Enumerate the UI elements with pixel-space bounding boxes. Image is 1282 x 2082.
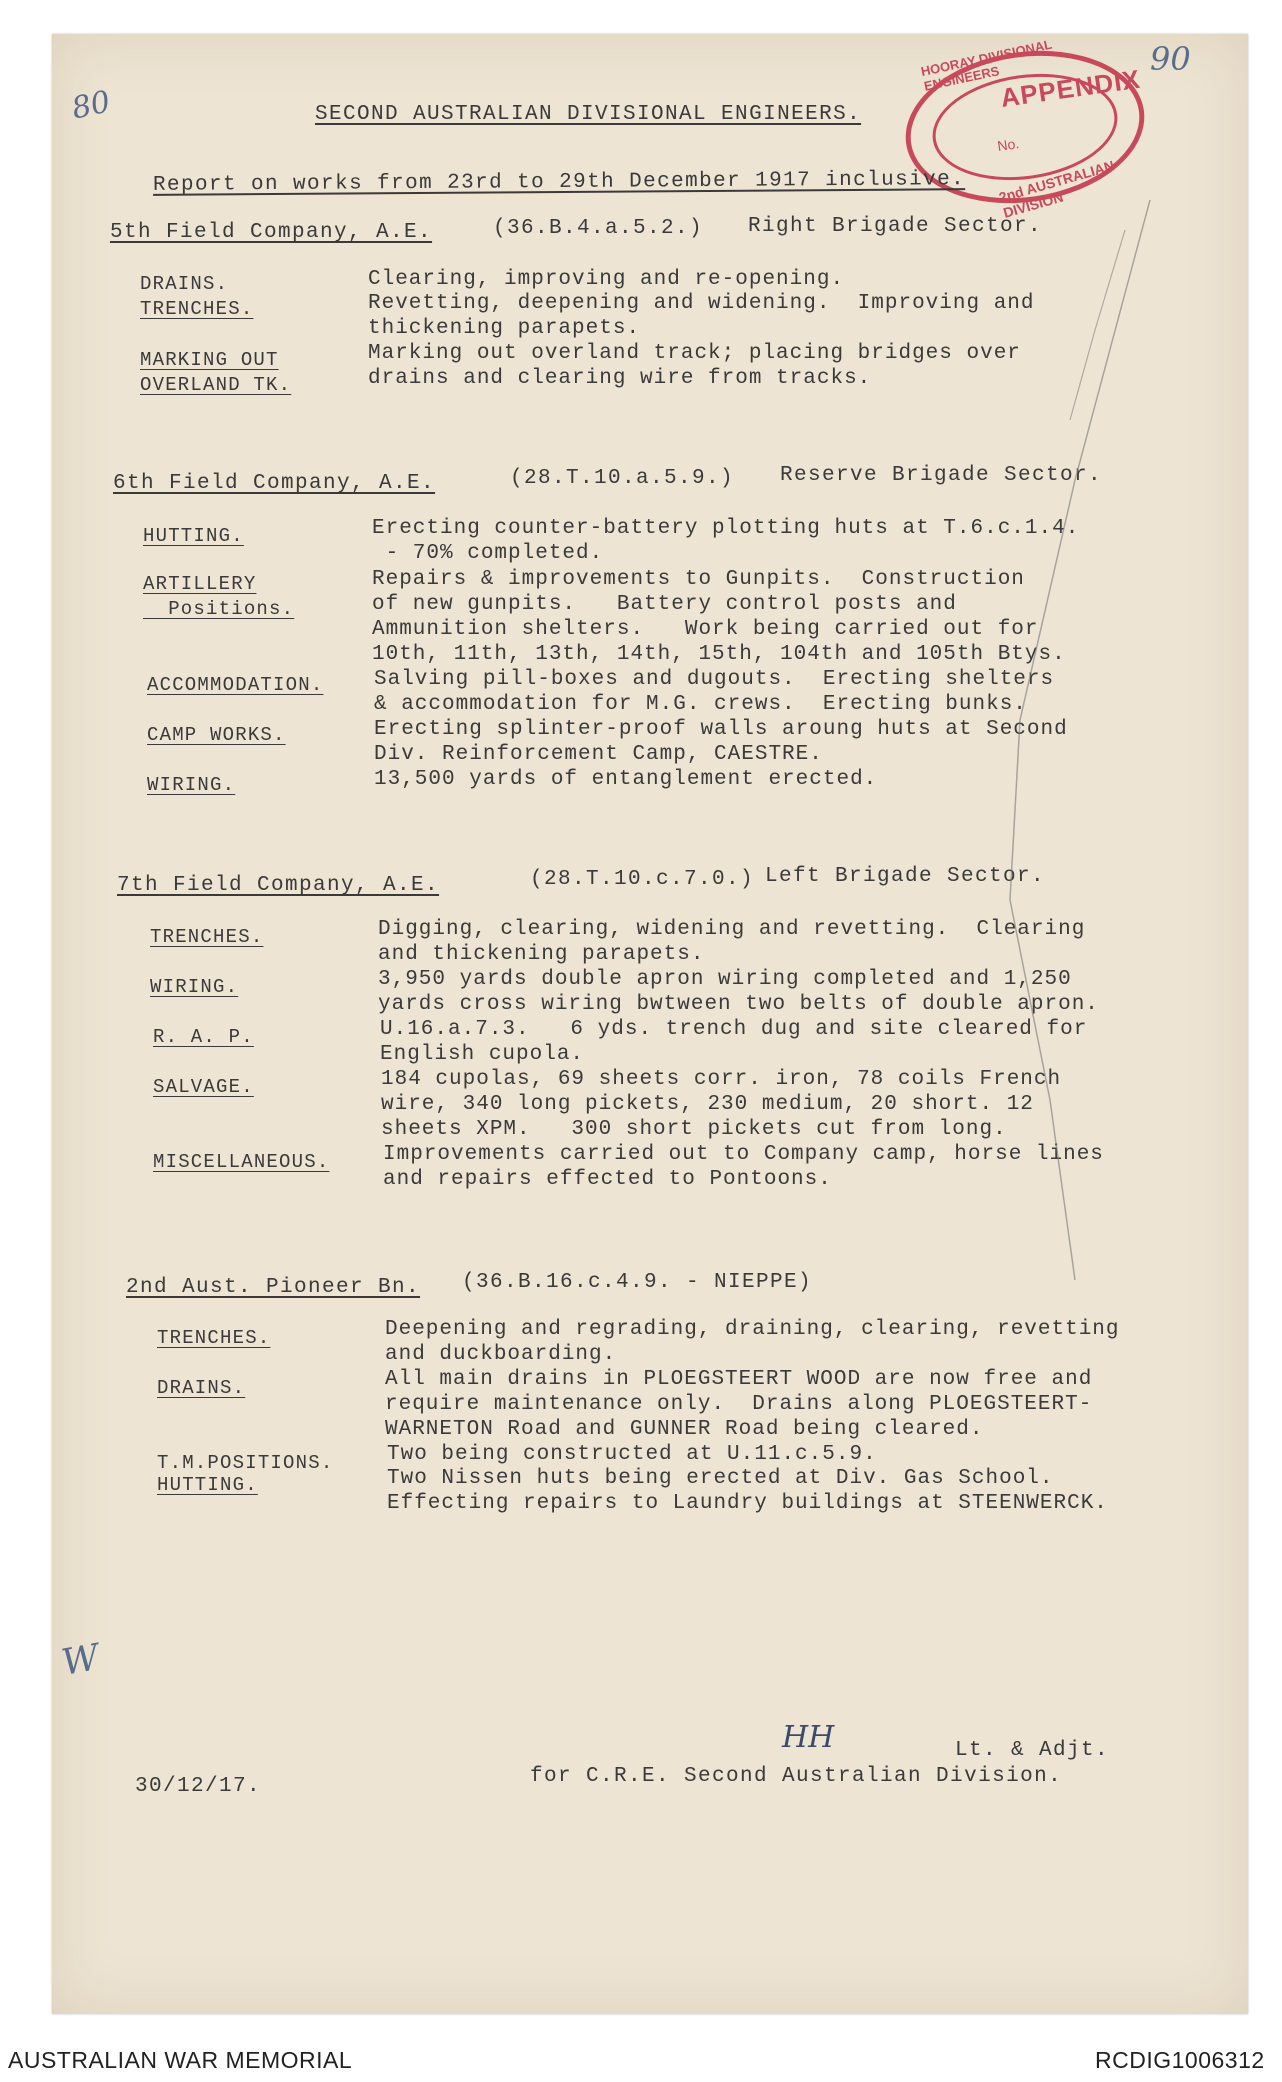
document-date: 30/12/17.	[135, 1775, 262, 1798]
row-label: HUTTING.	[143, 525, 244, 547]
stamp-number-label: No.	[996, 135, 1021, 154]
stamp-title: APPENDIX	[998, 63, 1143, 113]
archive-footer-right: RCDIG1006312	[1095, 2047, 1265, 2073]
row-text: 184 cupolas, 69 sheets corr. iron, 78 coils French wire, 340 long pickets, 230 medium, 20 short. 12 sheets XPM. 300 short pickets cut from long.	[381, 1068, 1062, 1141]
row-label: WIRING.	[150, 976, 239, 998]
row-label: MARKING OUT OVERLAND TK.	[140, 349, 292, 396]
section-heading-pioneer-battalion: 2nd Aust. Pioneer Bn.	[126, 1276, 421, 1299]
row-label: DRAINS.	[157, 1377, 246, 1399]
row-label: DRAINS.	[140, 273, 229, 295]
stamp-top-text: HOORAY DIVISIONAL ENGINEERS	[919, 36, 1054, 94]
archive-footer-left: AUSTRALIAN WAR MEMORIAL	[8, 2047, 353, 2073]
row-label: ARTILLERY Positions.	[143, 573, 295, 620]
section-sector-5th-field-company: Right Brigade Sector.	[748, 215, 1043, 238]
row-label: R. A. P.	[153, 1026, 254, 1048]
row-label: T.M.POSITIONS.	[157, 1452, 334, 1474]
row-text: Digging, clearing, widening and revetting. Clearing and thickening parapets.	[378, 918, 1086, 966]
row-label: SALVAGE.	[153, 1076, 254, 1098]
section-sector-7th-field-company: Left Brigade Sector.	[765, 865, 1046, 888]
pencil-page-number-right: 90	[1150, 40, 1191, 78]
section-sector-6th-field-company: Reserve Brigade Sector.	[780, 464, 1103, 487]
pencil-margin-initial: W	[58, 1637, 103, 1684]
section-ref-7th-field-company: (28.T.10.c.7.0.)	[530, 868, 755, 891]
row-text: 3,950 yards double apron wiring completed and 1,250 yards cross wiring bwtween two belts of double apron.	[378, 968, 1099, 1016]
report-period: Report on works from 23rd to 29th December 1917 inclusive.	[152, 168, 966, 197]
row-text: All main drains in PLOEGSTEERT WOOD are now free and require maintenance only. Drains along PLOEGSTEERT- WARNETON Road and GUNNER Road being cleared.	[385, 1368, 1093, 1441]
row-label: CAMP WORKS.	[147, 724, 286, 746]
section-ref-5th-field-company: (36.B.4.a.5.2.)	[493, 217, 704, 240]
pencil-trace-line	[1010, 200, 1150, 1280]
row-text: Erecting counter-battery plotting huts at T.6.c.1.4. - 70% completed.	[372, 517, 1080, 565]
row-text: Clearing, improving and re-opening.	[368, 268, 845, 291]
row-text: Two Nissen huts being erected at Div. Gas School. Effecting repairs to Laundry buildings at STEENWERCK.	[387, 1467, 1108, 1515]
document-title: SECOND AUSTRALIAN DIVISIONAL ENGINEERS.	[315, 103, 862, 126]
row-text: 13,500 yards of entanglement erected.	[374, 768, 878, 791]
row-label: HUTTING.	[157, 1474, 258, 1496]
row-label: MISCELLANEOUS.	[153, 1151, 330, 1173]
section-heading-5th-field-company: 5th Field Company, A.E.	[110, 221, 433, 244]
section-ref-pioneer-battalion: (36.B.16.c.4.9. - NIEPPE)	[462, 1271, 813, 1294]
row-text: Improvements carried out to Company camp, horse lines and repairs effected to Pontoons.	[383, 1143, 1104, 1191]
row-text: Two being constructed at U.11.c.5.9.	[387, 1443, 877, 1466]
signature-for-line: for C.R.E. Second Australian Division.	[530, 1765, 1063, 1788]
row-text: Salving pill-boxes and dugouts. Erecting shelters & accommodation for M.G. crews. Erecting bunks.	[374, 668, 1055, 716]
row-label: ACCOMMODATION.	[147, 674, 324, 696]
row-text: Deepening and regrading, draining, clearing, revetting and duckboarding.	[385, 1318, 1120, 1366]
stamp-bottom-text: 2nd AUSTRALIAN DIVISION	[997, 157, 1117, 221]
row-text: Marking out overland track; placing bridges over drains and clearing wire from tracks.	[368, 342, 1021, 390]
row-label: TRENCHES.	[157, 1327, 271, 1349]
signature-rank: Lt. & Adjt.	[955, 1739, 1110, 1762]
row-text: Erecting splinter-proof walls aroung huts at Second Div. Reinforcement Camp, CAESTRE.	[374, 718, 1068, 766]
row-text: Revetting, deepening and widening. Improving and thickening parapets.	[368, 292, 1035, 340]
pencil-page-number-left: 80	[68, 84, 114, 127]
signature-initials: HH	[782, 1720, 835, 1755]
row-text: Repairs & improvements to Gunpits. Construction of new gunpits. Battery control posts and Ammunition shelters. Work being carried out for 10th, 11th, 13th, 14th, 15th, 104th and 105th Btys.	[372, 568, 1066, 666]
row-text: U.16.a.7.3. 6 yds. trench dug and site cleared for English cupola.	[380, 1018, 1088, 1066]
section-heading-6th-field-company: 6th Field Company, A.E.	[113, 472, 436, 495]
row-label: TRENCHES.	[140, 298, 254, 320]
row-label: WIRING.	[147, 774, 236, 796]
section-ref-6th-field-company: (28.T.10.a.5.9.)	[510, 467, 735, 490]
section-heading-7th-field-company: 7th Field Company, A.E.	[117, 874, 440, 897]
row-label: TRENCHES.	[150, 926, 264, 948]
